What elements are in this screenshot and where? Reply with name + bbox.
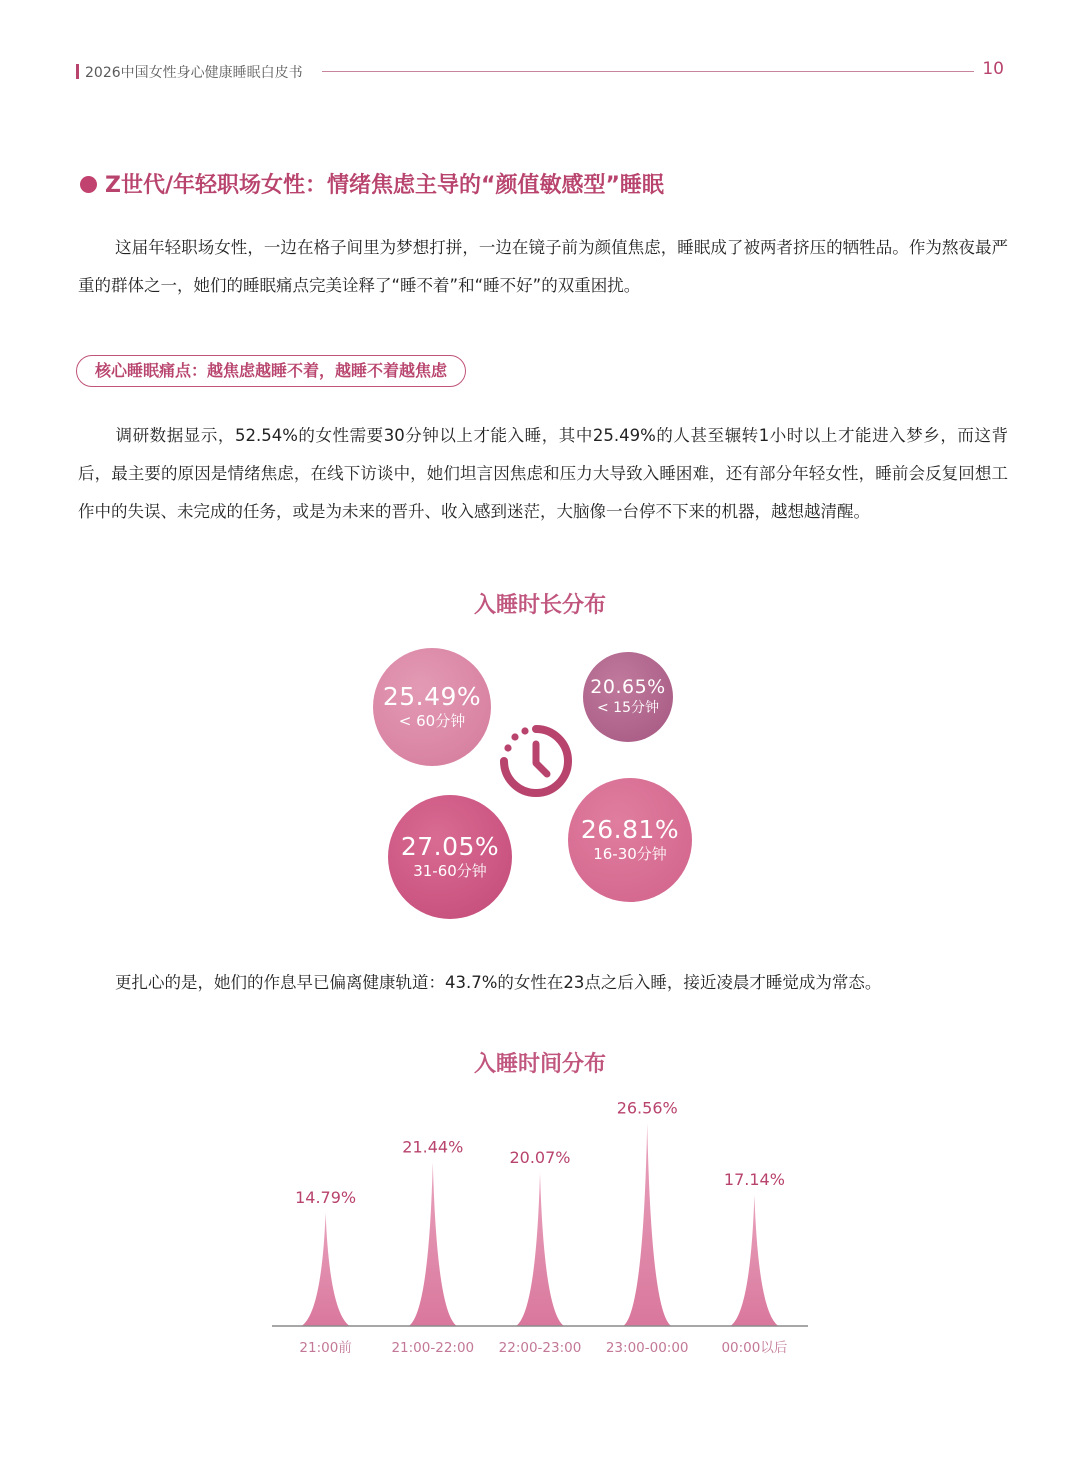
pain-point-tag: 核心睡眠痛点：越焦虑越睡不着，越睡不着越焦虑	[76, 355, 466, 387]
bubble-value: 27.05%	[400, 832, 500, 861]
bedtime-text: 更扎心的是，她们的作息早已偏离健康轨道：43.7%的女性在23点之后入睡，接近凌晨才睡觉成为常态。	[115, 973, 882, 992]
clock-icon	[497, 722, 575, 800]
survey-text: 调研数据显示，52.54%的女性需要30分钟以上才能入睡，其中25.49%的人甚至辗转1小时以上才能进入梦乡，而这背后，最主要的原因是情绪焦虑，在线下访谈中，她们坦言因焦虑和压力大导致入睡困难，还有部分年轻女性，睡前会反复回想工作中的失误、未完成的任务，或是为未来的晋升、收入感到迷茫，大脑像一台停不下来的机器，越想越清醒。	[78, 426, 1008, 521]
bar-spike	[409, 1162, 457, 1326]
section-heading-text: Z世代/年轻职场女性：情绪焦虑主导的“颜值敏感型”睡眠	[105, 173, 664, 198]
section-heading	[80, 168, 664, 199]
bar-value-label: 14.79%	[295, 1188, 357, 1208]
x-tick-label: 21:00前	[299, 1340, 352, 1356]
intro-paragraph	[78, 229, 1008, 305]
bar-value-label: 17.14%	[723, 1170, 785, 1190]
bubble-label: < 60分钟	[398, 712, 466, 730]
bubble-under-60	[373, 648, 491, 766]
sleep-latency-chart-title: 入睡时长分布	[473, 593, 606, 618]
bedtime-chart-title: 入睡时间分布	[473, 1052, 606, 1077]
bar-value-label: 20.07%	[509, 1147, 571, 1167]
bar-spike	[302, 1213, 350, 1326]
bullet-icon	[80, 176, 97, 193]
bubble-16-30	[568, 778, 692, 902]
bar-value-label: 21.44%	[402, 1137, 464, 1157]
bubble-under-15	[583, 652, 673, 742]
bar-spike	[516, 1173, 564, 1326]
bubble-label: 16-30分钟	[593, 845, 667, 863]
bubble-value: 25.49%	[382, 682, 482, 711]
x-tick-label: 00:00以后	[721, 1340, 788, 1356]
bedtime-bar-chart	[260, 1090, 820, 1370]
document-title: 2026中国女性身心健康睡眠白皮书	[85, 65, 303, 81]
bubble-value: 20.65%	[590, 676, 666, 698]
bubble-31-60	[388, 795, 512, 919]
bubble-label: < 15分钟	[597, 700, 659, 716]
bubble-label: 31-60分钟	[413, 862, 487, 880]
intro-text: 这届年轻职场女性，一边在格子间里为梦想打拼，一边在镜子前为颜值焦虑，睡眠成了被两者挤压的牺牲品。作为熬夜最严重的群体之一，她们的睡眠痛点完美诠释了“睡不着”和“睡不好”的双重困扰。	[78, 238, 1008, 295]
header-accent-mark	[76, 64, 79, 79]
page-header	[76, 58, 1006, 84]
bubble-value: 26.81%	[580, 815, 680, 844]
bar-value-label: 26.56%	[616, 1098, 678, 1118]
bar-spike	[730, 1195, 778, 1326]
bedtime-paragraph	[78, 964, 1008, 1002]
survey-paragraph	[78, 417, 1008, 531]
x-tick-label: 23:00-00:00	[605, 1340, 689, 1356]
page-number: 10	[982, 59, 1004, 79]
x-tick-label: 22:00-23:00	[498, 1340, 582, 1356]
header-rule	[322, 71, 974, 72]
bar-spike	[623, 1123, 671, 1326]
x-tick-label: 21:00-22:00	[391, 1340, 475, 1356]
